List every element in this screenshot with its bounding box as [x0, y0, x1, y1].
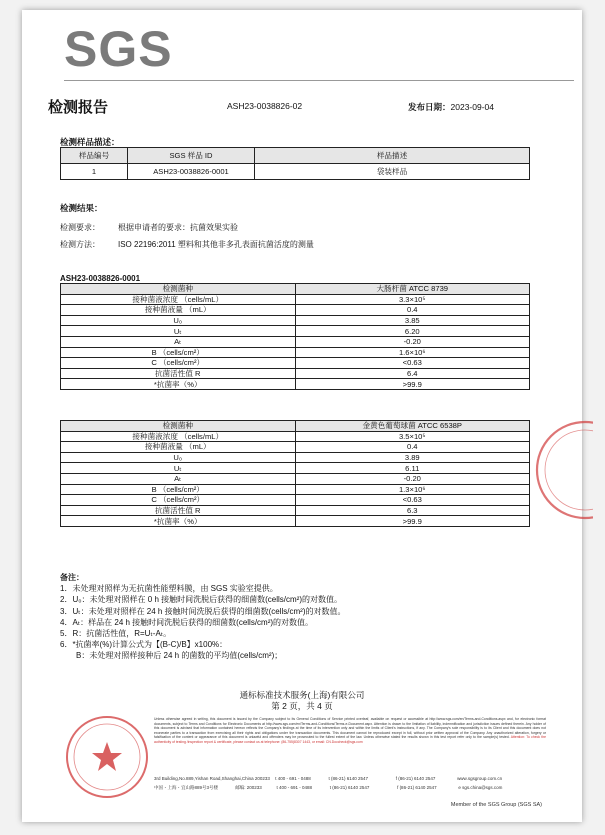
phone-en: t 400 - 691 - 0488 [275, 776, 311, 781]
address-en-row [154, 776, 502, 781]
table-row [61, 347, 530, 358]
table-header-row [61, 284, 530, 295]
row-label-cell: Aₜ [61, 473, 296, 484]
row-label-cell: *抗菌率（%） [61, 379, 296, 390]
address-cn-row [154, 785, 502, 791]
row-label-cell: 检测菌种 [61, 284, 296, 295]
row-value-cell: 大肠杆菌 ATCC 8739 [295, 284, 530, 295]
row-label-cell: U₀ [61, 452, 296, 463]
test-requirement [60, 222, 238, 233]
side-seal-icon [533, 410, 593, 530]
row-value-cell: 3.85 [295, 315, 530, 326]
requirement-label: 检测要求： [60, 223, 100, 232]
col-header-sgs-id: SGS 样品 ID [128, 148, 255, 164]
row-label-cell: C （cells/cm²） [61, 495, 296, 506]
address-cn: 中国・上海・宜山路889号3号楼 [154, 785, 219, 790]
row-value-cell: 0.4 [295, 442, 530, 453]
notes [60, 572, 345, 662]
member-of-group: Member of the SGS Group (SGS SA) [450, 802, 542, 808]
col-header-sample-no: 样品编号 [61, 148, 128, 164]
row-label-cell: Aₜ [61, 336, 296, 347]
fine-print-text: Unless otherwise agreed in writing, this document is issued by the Company subject to its General Conditions of Service printed overleaf, available on request or accessible at http://www.sgs.com/en/Terms-and-Conditions.aspx and, for electronic format documents, subject to Terms and Conditions for Electronic Documents at http://www.sgs.com/en/Terms-and-Conditions/Terms-e-Document.aspx. Attention is drawn to the limitation of liability, indemnification and jurisdiction issues defined therein. Any holder of this document is advised that information contained hereon reflects the Company's findings at the time of its intervention only and within the limits of Client's instructions, if any. The Company's sole responsibility is to its Client and this document does not exonerate parties to a transaction from exercising all their rights and obligations under the transaction documents. This document cannot be reproduced except in full, without prior written approval of the Company. Any unauthorized alteration, forgery or falsification of the content or appearance of this document is unlawful and offenders may be prosecuted to the fullest extent of the law. Unless otherwise stated the results shown in this test report refer only to the sample(s) tested. [154, 717, 546, 740]
method-label: 检测方法： [60, 240, 100, 249]
note-item: 2．U₀：未处理对照样在 0 h 接触时间洗脱后获得的细菌数(cells/cm²)的对数值。 [60, 595, 342, 605]
table-row [61, 505, 530, 516]
row-value-cell: 金黄色葡萄球菌 ATCC 6538P [295, 421, 530, 432]
header-divider [64, 80, 574, 81]
cell-sgs-id: ASH23-0038826-0001 [128, 164, 255, 180]
table-row [61, 473, 530, 484]
legal-fine-print [154, 717, 546, 745]
phone-cn: t 400 - 691 - 0488 [276, 785, 313, 790]
report-page [22, 10, 582, 822]
notes-title: 备注： [60, 573, 84, 582]
row-value-cell: >99.9 [295, 516, 530, 527]
table-row [61, 305, 530, 316]
row-label-cell: C （cells/cm²） [61, 358, 296, 369]
row-value-cell: 3.3×10⁵ [295, 294, 530, 305]
row-label-cell: 接种菌液浓度 （cells/mL） [61, 294, 296, 305]
zip-cn: 邮编: 200233 [235, 785, 262, 790]
sample-table [60, 147, 530, 180]
row-value-cell: -0.20 [295, 473, 530, 484]
note-item: 6．*抗菌率(%)计算公式为【(B-C)/B】x100%： [60, 640, 228, 650]
table-row [61, 336, 530, 347]
tel-en: t (86-21) 6140 2547 [328, 776, 369, 781]
row-label-cell: 抗菌活性值 R [61, 505, 296, 516]
results-table-ecoli [60, 283, 530, 390]
issue-date-label: 发布日期： [408, 102, 451, 112]
table-header-row [61, 421, 530, 432]
row-label-cell: 检测菌种 [61, 421, 296, 432]
page-number: 第 2 页，共 4 页 [271, 701, 333, 711]
row-label-cell: 接种菌液量 （mL） [61, 305, 296, 316]
table-row [61, 452, 530, 463]
company-name: 通标标准技术服务(上海)有限公司 [239, 690, 365, 700]
row-value-cell: <0.63 [295, 358, 530, 369]
table-row [61, 315, 530, 326]
fax-en: f (86-21) 6140 2547 [395, 776, 436, 781]
row-value-cell: 1.6×10⁶ [295, 347, 530, 358]
row-label-cell: 接种菌液量 （mL） [61, 442, 296, 453]
row-value-cell: -0.20 [295, 336, 530, 347]
requirement-value: 根据申请者的要求：抗菌效果实验 [118, 223, 238, 232]
row-value-cell: 6.3 [295, 505, 530, 516]
issue-date [408, 101, 494, 113]
table-row [61, 442, 530, 453]
table-row [61, 379, 530, 390]
email: e sgs.china@sgs.com [458, 785, 503, 790]
method-value: ISO 22196:2011 塑料和其他非多孔表面抗菌活度的测量 [118, 240, 314, 249]
report-number: ASH23-0038826-02 [227, 101, 303, 111]
table-row [61, 164, 530, 180]
results-heading: 检测结果： [60, 203, 103, 213]
note-item: 3．Uₜ：未处理对照样在 24 h 接触时间洗脱后获得的细菌数(cells/cm²)的对数值。 [60, 606, 346, 616]
row-value-cell: 3.5×10⁵ [295, 431, 530, 442]
row-value-cell: 6.20 [295, 326, 530, 337]
row-value-cell: <0.63 [295, 495, 530, 506]
table-row [61, 431, 530, 442]
test-method [60, 239, 314, 250]
row-value-cell: 0.4 [295, 305, 530, 316]
table-row [61, 484, 530, 495]
table-row [61, 358, 530, 369]
sample-description-heading: 检测样品描述： [60, 137, 120, 147]
row-value-cell: 3.89 [295, 452, 530, 463]
row-label-cell: B （cells/cm²） [61, 347, 296, 358]
row-label-cell: 抗菌活性值 R [61, 368, 296, 379]
row-label-cell: *抗菌率（%） [61, 516, 296, 527]
results-table-saureus [60, 420, 530, 527]
cell-sample-no: 1 [61, 164, 128, 180]
fax-cn: f (86-21) 6140 2547 [397, 785, 437, 790]
row-label-cell: B （cells/cm²） [61, 484, 296, 495]
row-label-cell: Uₜ [61, 463, 296, 474]
table-row [61, 326, 530, 337]
note-item: B：未处理对照样接种后 24 h 的菌数的平均值(cells/cm²)； [60, 651, 283, 661]
tel-cn: t (86-21) 6140 2547 [329, 785, 370, 790]
row-label-cell: U₀ [61, 315, 296, 326]
table-header-row [61, 148, 530, 164]
row-value-cell: 1.3×10⁶ [295, 484, 530, 495]
note-item: 5．R：抗菌活性值，R=Uₜ-Aₜ。 [60, 629, 172, 639]
note-item: 1．未处理对照样为无抗菌性能塑料膜，由 SGS 实验室提供。 [60, 584, 278, 594]
table-row [61, 368, 530, 379]
row-value-cell: 6.4 [295, 368, 530, 379]
address-en: 3rd Building,No.889,Yishan Road,Shanghai,China 200233 [154, 776, 270, 781]
issue-date-value: 2023-09-04 [450, 102, 494, 112]
row-label-cell: Uₜ [61, 326, 296, 337]
row-label-cell: 接种菌液浓度 （cells/mL） [61, 431, 296, 442]
sgs-logo: SGS [64, 21, 173, 77]
website: www.sgsgroup.com.cn [457, 776, 503, 781]
table-row [61, 516, 530, 527]
table-row [61, 495, 530, 506]
table-row [61, 463, 530, 474]
footer-company [22, 690, 582, 712]
fine-print-attention: Attention: To check the authenticity of testing /inspection report & certificate, please contact us at telephone: (86-755)8307 1443, or email: CN.Doccheck@sgs.com [154, 735, 546, 744]
table-row [61, 294, 530, 305]
row-value-cell: >99.9 [295, 379, 530, 390]
cell-description: 袋装样品 [255, 164, 530, 180]
col-header-description: 样品描述 [255, 148, 530, 164]
report-title: 检测报告 [48, 99, 109, 116]
company-seal-icon [62, 712, 152, 802]
note-item: 4．Aₜ：样品在 24 h 接触时间洗脱后获得的细菌数(cells/cm²)的对数值。 [60, 617, 314, 627]
result-sample-id: ASH23-0038826-0001 [60, 274, 141, 283]
row-value-cell: 6.11 [295, 463, 530, 474]
